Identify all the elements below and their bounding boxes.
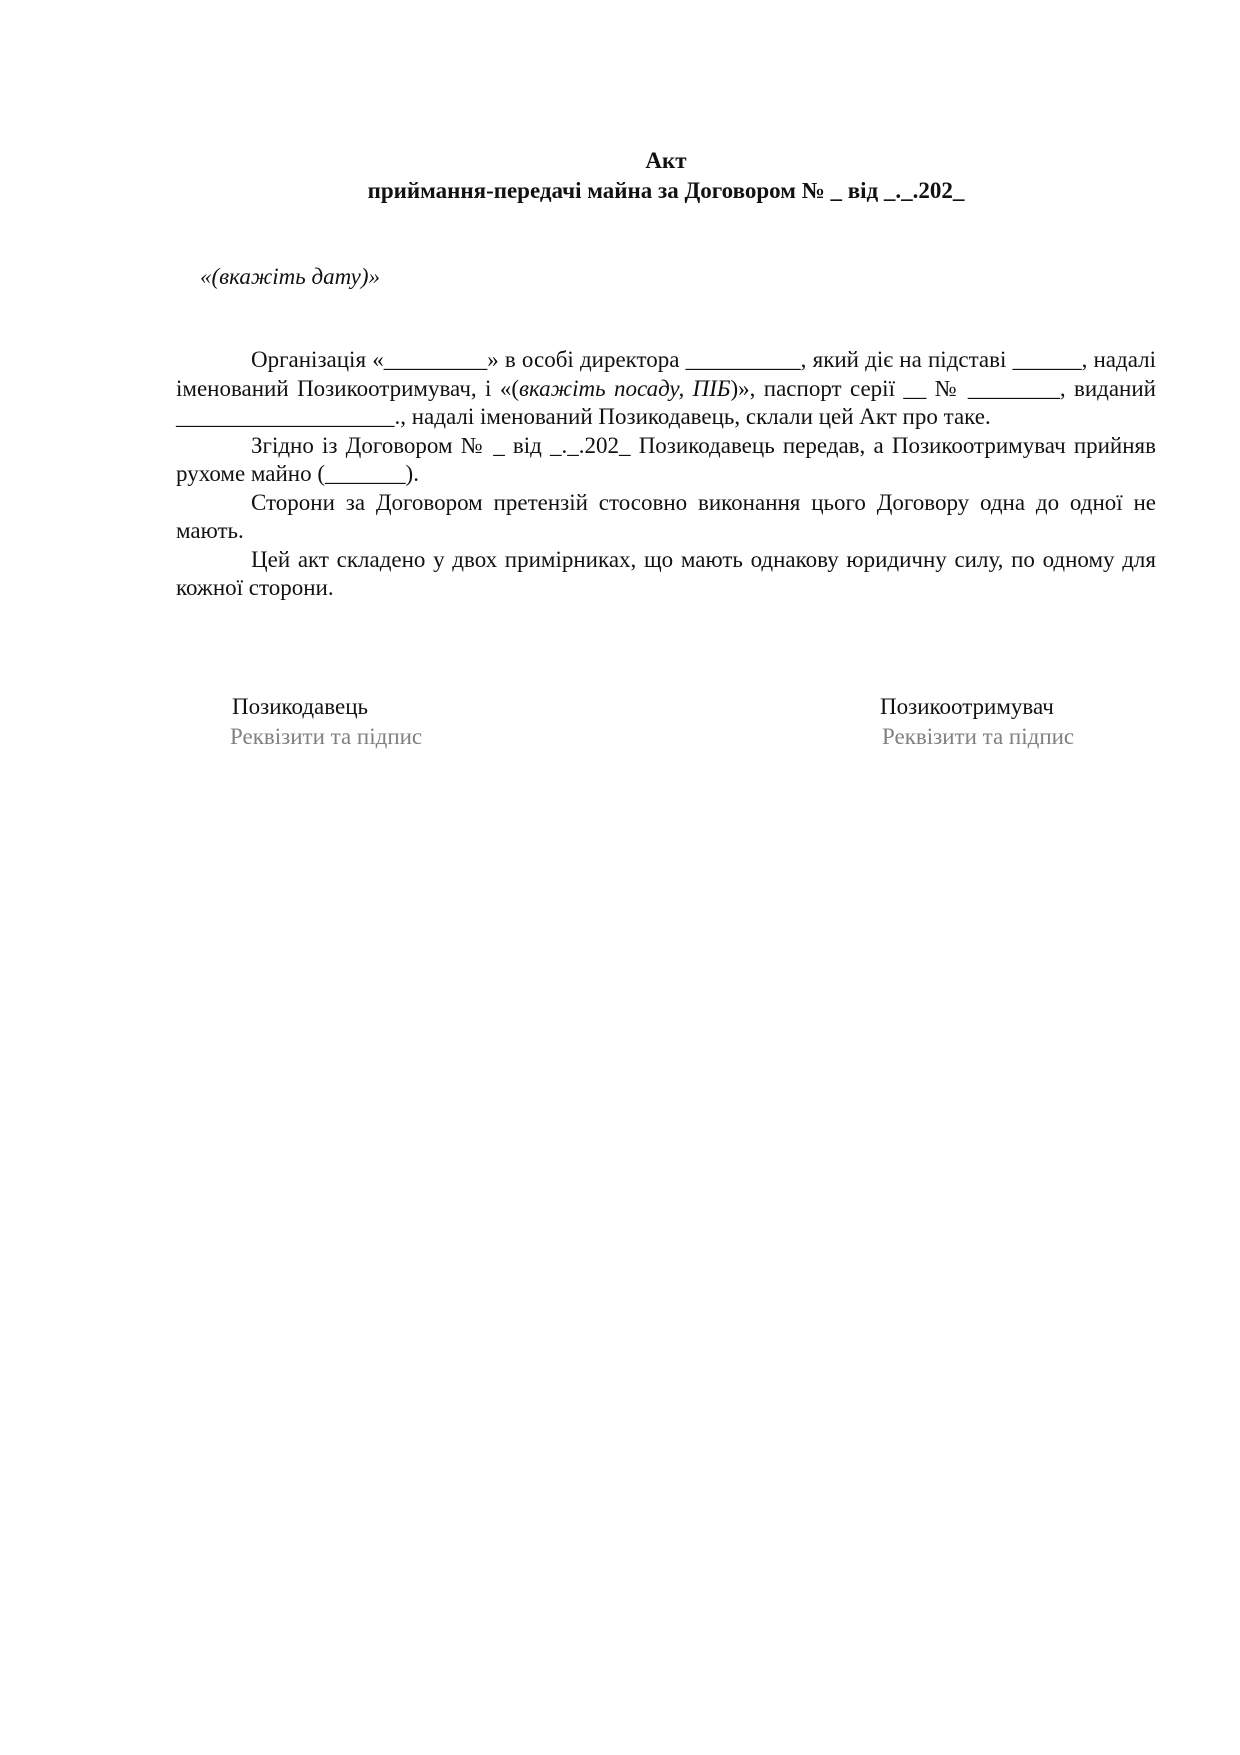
document-title: Акт (645, 148, 687, 173)
paragraph-parties-text-a: Організація «_________» в особі директора __________, який діє на підставі ______, надалі іменований Позикоотримувач, і «( (176, 347, 1156, 401)
document-body (176, 346, 1156, 603)
paragraph-copies: Цей акт складено у двох примірниках, що мають однакову юридичну силу, по одному для кожної сторони. (176, 546, 1156, 600)
paragraph-claims: Сторони за Договором претензій стосовно виконання цього Договору одна до одної не мають. (176, 489, 1156, 543)
paragraph-parties (176, 346, 1156, 432)
paragraph-parties-text-b: )», паспорт серії __ № ________, виданий ___________________., надалі іменований Позикодавець, склали цей Акт про таке. (176, 375, 1156, 429)
signature-lender-details: Реквізити та підпис (230, 724, 423, 749)
document-header (176, 146, 1156, 206)
paragraph-transfer: Згідно із Договором № _ від _._.202_ Позикодавець передав, а Позикоотримувач прийняв рухоме майно (_______). (176, 432, 1156, 486)
document-subtitle: приймання-передачі майна за Договором № _ від _._.202_ (367, 178, 965, 203)
signature-lender (232, 692, 422, 752)
signature-borrower (880, 692, 1074, 752)
signature-borrower-details: Реквізити та підпис (882, 724, 1075, 749)
signature-borrower-party: Позикоотримувач (880, 694, 1054, 719)
signature-lender-party: Позикодавець (232, 694, 368, 719)
paragraph-parties-italic: вкажіть посаду, ПІБ (519, 375, 731, 401)
date-placeholder: «(вкажіть дату)» (200, 264, 380, 289)
